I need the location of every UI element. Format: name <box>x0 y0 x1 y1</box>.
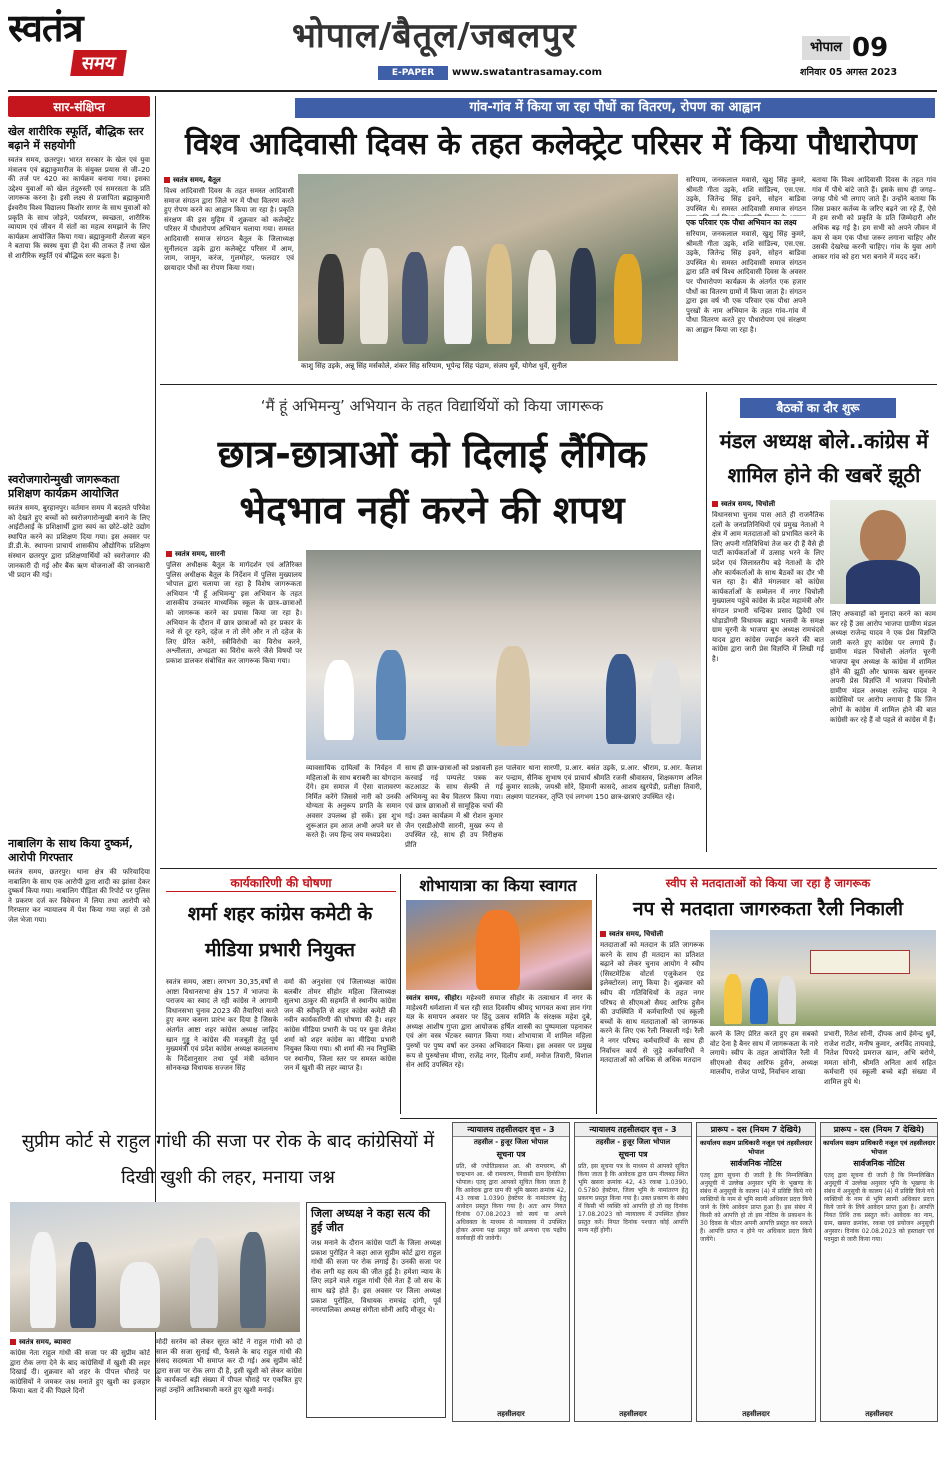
logo <box>8 6 158 88</box>
pc-col-2 <box>830 610 936 852</box>
logo-top-text: स्वतंत्र <box>8 6 83 50</box>
person-figure <box>606 654 636 744</box>
shobha-headline: शोभायात्रा का किया स्वागत <box>419 876 577 895</box>
notice-text: एतद् द्वारा सूचना दी जाती है कि निम्नलिखित अनुसूची में उल्लेख अनुसार भूमि के भूखण्ड के संबंध में अनुसूची के कालम (4) में प्रविष्टि किये गये व्यक्तियों के नाम से भूमि स्वामी अधिकार प्रदत्त किये जाने के लिये आवेदन प्राप्त हुआ है। इस संबंध में किसी को आपत्ति हो तो इस नोटिस के प्रकाशन के 30 दिवस के भीतर अपनी आपत्ति प्रस्तुत कर सकते हैं। आपत्ति प्राप्त न होने पर अधिकार प्रदत्त किये जायेंगे। <box>700 1172 812 1243</box>
lead-col-1-text: विश्व आदिवासी दिवस के तहत समस्त आदिवासी समाज संगठन द्वारा जिले भर में पौधा वितरण करते हुए रोपण करने का आह्वान किया जा रहा है। प्रकृति संरक्षण की इस मुहिम में शुक्रवार को कलेक्ट्रेट परिसर में पौधारोपण अभियान चलाया गया। समस्त आदिवासी समाज संगठन बैतूल के जिलाध्यक्ष सुनीलदत्त उइके द्वारा कलेक्ट्रेट परिसर में आम, जाम, जामुन, करंज, गुलमोहर, फलदार एवं छायादार पौधों का रोपण किया गया। <box>164 187 294 272</box>
top-banner: गांव-गांव में किया जा रहा पौधों का वितरण, रोपण का आह्वान <box>295 98 935 118</box>
notice-3 <box>696 1122 816 1422</box>
person-figure <box>360 248 388 344</box>
notice-footer: तहसीलदार <box>619 1410 647 1418</box>
edition-title: भोपाल/बैतूल/जबलपुर <box>292 16 577 56</box>
byline-marker <box>712 501 718 507</box>
sidebar-item-2 <box>8 473 150 829</box>
sc-col-2-text: मोदी सरनेम को लेकर सूरत कोर्ट ने राहुल गांधी को दो साल की सजा सुनाई थी, फैसले के बाद राहुल गांधी की संसद सदस्यता भी समाप्त कर दी गई। अब सुप्रीम कोर्ट द्वारा सजा पर रोक लगा दी है, इसी खुशी को लेकर कांग्रेस के कार्यकर्ता बड़ी संख्या में पीपल चौराहे पर एकत्रित हुए जहां उन्होंने आतिशबाजी करते हुए खुशी मनाई। <box>156 1338 302 1394</box>
notice-4 <box>820 1122 938 1422</box>
sidebar-item-title: स्वरोजगारोन्मुखी जागरूकता प्रशिक्षण कार्यक्रम आयोजित <box>8 473 120 500</box>
person-figure <box>444 246 472 344</box>
shobha-body-text: महेश्वरी समाज सीहोर के तत्वाधान में नगर के माहेश्वरी धर्मशाला में चल रही सात दिवसीय श्रीमद् भागवत कथा ज्ञान गंगा यज्ञ के समापन अवसर पर हिंदू उत्सव समिति के संरक्षक महेश दुबे, अध्यक्ष आशीष गुप्ता द्वारा आयोजक हर्षित शास्त्री का पुष्पमाला पहनाकर एवं अंग वस्त्र भेंटकर स्वागत किया गया। शोभायात्रा में शामिल महिला पुरुषों पर पुष्प वर्षा कर उनका अभिवादन किया। इस अवसर पर प्रमुख रूप से पुरुषोत्तम मीणा, राजेंद्र नगर, दिलीप शर्मा, मनोज तिवारी, विशाल सेन आदि उपस्थित रहे। <box>406 994 592 1070</box>
shobha-body <box>406 994 592 1116</box>
notice-head: सूचना पत्र <box>618 1150 648 1159</box>
epaper-label: E-PAPER <box>378 66 448 80</box>
byline-text: स्वतंत्र समय, बैतूल <box>173 176 221 184</box>
person-figure <box>324 660 354 740</box>
sweep-col-2-text: करने के लिए प्रेरित करते हुए हम सबको वोट देना है बैनर साथ में जागरूकता के नारे लगाये। स्वीप के तहत आयोजित रैली में सीएमओ सैयद आरिफ हुसैन, अध्यक्ष मालवीय, राजेश पाण्डे, निर्वाचन शाखा <box>710 1030 818 1077</box>
person-figure <box>376 650 406 740</box>
notice-2 <box>574 1122 692 1422</box>
sweep-col-2 <box>710 1030 818 1116</box>
byline-marker <box>10 1339 16 1345</box>
logo-bottom-text: समय <box>70 50 127 76</box>
byline-text: स्वतंत्र समय, ब्यावरा <box>19 1338 71 1346</box>
city-label: भोपाल <box>802 36 850 60</box>
notice-subtitle: कार्यालय सक्षम प्राधिकारी नजूल एवं तहसीलदार भोपाल <box>699 1139 813 1156</box>
karya-kicker: कार्यकारिणी की घोषणा <box>166 874 396 892</box>
notice-1 <box>452 1122 570 1422</box>
lead-rule <box>160 384 937 385</box>
byline-text: स्वतंत्र समय, चिचोली <box>721 500 776 508</box>
lead-col-2-text: सरियाम, जनकलाल मवासे, खुशु सिंह कुमरे, श्रीमती गीता उइके, शशि सांडिल्य, एस.एस. उइके, जितेन्द्र सिंह इवने, सोहन बाडिवा उपस्थित थे। समस्त आदिवासी समाज संगठन <box>686 176 806 213</box>
notice-head: सार्वजनिक नोटिस <box>730 1159 782 1168</box>
notice-text: एतद् द्वारा सूचना दी जाती है कि निम्नलिखित अनुसूची में उल्लेख अनुसार भूमि के भूखण्ड के संबंध में अनुसूची के कालम (4) में प्रविष्टि किये गये व्यक्तियों के नाम से भूमि स्वामी अधिकार प्रदत्त किये जाने के लिये आवेदन प्राप्त हुआ है। आपत्ति नियत तिथि तक प्रस्तुत करें। आवेदक का नाम, ग्राम, खसरा क्रमांक, रकबा एवं प्रयोजन अनुसूची अनुसार। दिनांक 02.08.2023 को हस्ताक्षर एवं पदमुद्रा से जारी किया गया। <box>824 1172 934 1243</box>
karya-col-1-text: स्वतंत्र समय, अष्टा। लगभग 30,35,वर्षों से आष्टा विधानसभा क्षेत्र 157 में भाजपा के पराजय का स्वाद ले रही कांग्रेस ने आगामी विधानसभा चुनाव 2023 की तैयारियां करते हुए कमर कसना प्रारंभ कर दिया है जिसके अंतर्गत आष्टा शहर कांग्रेस अध्यक्ष जाहिद खान गुड्डू ने कांग्रेस की मजबूती हेतु पूर्व मुख्यमंत्री एवं प्रदेश कांग्रेस अध्यक्ष कमलनाथ के निर्देशानुसार तथा पूर्व मंत्री वर्तमान सोनकच्छ विधायक सज्जन सिंह <box>166 978 278 1073</box>
sidebar-item-body: स्वतंत्र समय, बुरहानपुर। वर्तमान समय में बदलते परिवेश को देखते हुए बच्चों को स्वरोजगारोन्मुखी बनाने के लिए आईटीआई के प्रशिक्षार्थी द्वारा स्वयं का छोटे–छोटे उद्योग स्थापित करने का प्रशिक्षण दिया गया। इस अवसर पर डी.डी.के. स्थापना प्राचार्य शासकीय औद्योगिक प्रशिक्षण संस्थान छतरपुर द्वारा प्रशिक्षणार्थियों को स्वरोजगार की जानकारी दी गई और बैंक ऋण योजनाओं की जानकारी भी प्रदान की गई। <box>8 504 150 580</box>
notice-head: सूचना पत्र <box>496 1150 526 1159</box>
sweep-byline <box>600 930 704 939</box>
person-figure <box>750 978 768 1024</box>
pc-col-1 <box>712 500 824 852</box>
student-col-4 <box>506 764 702 864</box>
sweep-col-1 <box>600 930 704 1114</box>
lead-col-2 <box>686 176 806 374</box>
sc-photo <box>10 1202 300 1332</box>
student-headline: छात्र-छात्राओं को दिलाई लैंगिक भेदभाव नहीं करने की शपथ <box>217 432 647 532</box>
person-figure <box>614 254 642 344</box>
lead-col-3-text: बताया कि विश्व आदिवासी दिवस के तहत गांव गांव में पौधे बांटे जाते हैं। इसके साथ ही जगह–जगह पौधे भी लगाए जाते हैं। उन्होंने बताया कि जिस प्रकार कर्तव्य के जरिए बढ़ने जा रहे हैं, ऐसे में हम सभी को प्रकृति के प्रति जिम्मेदारी और अधिक बढ़ गई है। हम सभी को अपने जीवन में कम से कम एक पौधा जरूर लगाना चाहिए और उसकी देखरेख करनी चाहिए। गांव के युवा आगे आकर गांव को हरा भरा बनाने में मदद करें। <box>812 176 936 261</box>
byline-marker <box>166 551 172 557</box>
person-figure <box>70 1242 96 1328</box>
website-link[interactable]: www.swatantrasamay.com <box>452 67 603 78</box>
notice-head: सार्वजनिक नोटिस <box>853 1159 905 1168</box>
karya-headline: शर्मा शहर कांग्रेस कमेटी के मीडिया प्रभारी नियुक्त <box>187 903 373 961</box>
mugshot-photo <box>830 500 936 604</box>
shirt-shape <box>846 560 920 604</box>
issue-date: शनिवार 05 अगस्त 2023 <box>800 67 898 78</box>
notice-text: प्रति, श्री ज्योतिप्रकाश आ. श्री रामचरण, श्री चन्द्रभान आ. श्री रामचरण, निवासी ग्राम हिनोतिया भोपाल। एतद् द्वारा आपको सूचित किया जाता है कि आवेदक द्वारा ग्राम की भूमि खसरा क्रमांक 42, 43 रकबा 1.0390 हेक्टेयर के नामांतरण हेतु आवेदन प्रस्तुत किया गया है। अतः आप नियत दिनांक 07.08.2023 को स्वयं या अपने अधिवक्ता के माध्यम से न्यायालय में उपस्थित होकर अपना पक्ष प्रस्तुत करें अन्यथा एक पक्षीय कार्यवाही की जावेगी। <box>456 1163 566 1242</box>
student-col-2 <box>306 764 401 864</box>
person-figure <box>318 254 344 344</box>
sidebar-item-3 <box>8 837 150 1167</box>
lower-rule <box>400 1118 937 1119</box>
student-col-1-text: पुलिस अधीक्षक बैतूल के मार्गदर्शन एवं अतिरिक्त पुलिस अधीक्षक बैतूल के निर्देशन में पुलिस मुख्यालय भोपाल द्वारा चलाया जा रहा है विशेष जागरूकता अभियान 'मैं हूँ अभिमन्यु' इस अभियान के तहत शासकीय उच्चतर माध्यमिक स्कूल के छात्र–छात्राओं को जागरूक करने का प्रयास किया जा रहा है। अभियान के दौरान में छात्र छात्राओं को हर प्रकार के नशे से दूर रहने, दहेज न तो लेंगे और न तो दहेज के लिए प्रेरित करेंगे, स्त्रीविरोधी का विरोध करने, अश्लीलता, अभद्रता का विरोध करने जैसे विषयों पर प्रकाश डालकर संबोधित कर जागरूक किया गया। <box>166 561 302 665</box>
sweep-kicker: स्वीप से मतदाताओं को किया जा रहा है जागरूक <box>665 876 871 890</box>
byline-text: स्वतंत्र समय, सारनी <box>175 550 226 558</box>
sweep-col-3-text: प्रभारी, रितेश सोनी, दीपक आर्य हेमेन्द्र धुर्वे, राजेश राठौर, मनीष कुमार, अरविंद तायवाड़े, नितेश पिपरदे प्रमराज खान, अभि बरोणे, ममता सोनी, श्रीमति अनिता आर्य सहित कर्मचारी एवं स्कूली बच्चे बड़ी संख्या में शामिल हुये थे। <box>824 1030 936 1086</box>
sc-byline <box>10 1338 150 1347</box>
lead-photo <box>298 174 678 372</box>
pc-headline: मंडल अध्यक्ष बोले..कांग्रेस में शामिल होने की खबरें झूठी <box>719 429 929 487</box>
notice-subtitle: तहसील - हुजूर जिला भोपाल <box>595 1138 671 1146</box>
person-figure <box>476 910 520 990</box>
sweep-photo <box>710 930 936 1026</box>
sc-col-1 <box>10 1338 150 1418</box>
student-col-1 <box>166 550 302 850</box>
person-figure <box>190 1238 218 1328</box>
student-byline <box>166 550 302 559</box>
notice-footer: तहसीलदार <box>742 1410 770 1418</box>
sidebar-item-1 <box>8 125 150 465</box>
person-figure <box>402 252 428 344</box>
sidebar-heading: सार-संक्षिप्त <box>8 96 150 117</box>
byline-text: स्वतंत्र समय, चिचोली <box>609 930 664 938</box>
shobha-byline: स्वतंत्र समय, सीहोर। <box>406 994 463 1002</box>
masthead-rule <box>8 90 937 92</box>
notice-subtitle: तहसील - हुजूर जिला भोपाल <box>473 1138 549 1146</box>
lead-headline: विश्व आदिवासी दिवस के तहत कलेक्ट्रेट परिसर में किया पौधारोपण <box>185 127 917 162</box>
notice-title: प्रारूप - दस (नियम 7 देखिये) <box>821 1123 937 1137</box>
byline-marker <box>600 931 606 937</box>
sc-col-1-text: कांग्रेस नेता राहुल गांधी की सजा पर की सुप्रीम कोर्ट द्वारा रोक लगा देने के बाद कांग्रेसियों में खुशी की लहर दिखाई दी। शुक्रवार को शहर के पीपल चौराहे पर कांग्रेसियों ने जमकर जश्न मनाते हुए खुशी का इजहार किया। बता दें की पिछले दिनों <box>10 1349 150 1396</box>
sidebar-item-body: स्वतंत्र समय, छतरपुर। भारत सरकार के खेल एवं युवा मंत्रालय एवं ब्रह्माकुमारीज के संयुक्त प्रयास से जी–20 की तर्ज पर 420 का कार्यक्रम बनाया गया। इसका उद्देश्य युवाओं को खेल तंदुरुस्ती एवं समरसता के प्रति जागरूक करना है। इसी लक्ष्य से प्रजापिता ब्रह्माकुमारी ईश्वरीय विश्व विद्यालय किशोर सागर के साथ युवाओं को प्रकृति के साथ जोड़ने, पर्यावरण, स्वच्छता, शारीरिक व्यायाम एवं जीवन में संतों का महत्व समझाने के लिए कार्यक्रम आयोजित किया गया। ब्रह्माकुमारी शैलजा बहन ने बताया कि स्वस्थ युवा ही देश की ताकत हैं तथा खेल से शारीरिक स्फूर्ति एवं बौद्धिक स्तर बढ़ता है। <box>8 156 150 260</box>
person-figure <box>240 1232 266 1328</box>
student-col-3 <box>405 764 503 864</box>
sidebar-item-body: स्वतंत्र समय, छतरपुर। थाना क्षेत्र की फरियादिया नाबालिग के साथ एक आरोपी द्वारा शादी का झांसा देकर दुष्कर्म किया गया। नाबालिग पीड़िता की रिपोर्ट पर पुलिस ने प्रकरण दर्ज कर विवेचना में लिया तथा आरोपी को गिरफ्तार कर न्यायालय में पेश किया गया जहां से उसे जेल भेजा गया। <box>8 868 150 924</box>
sc-col-2 <box>156 1338 302 1418</box>
sc-box-headline: जिला अध्यक्ष ने कहा सत्य की हुई जीत <box>311 1207 430 1234</box>
person-figure <box>486 244 512 344</box>
face-shape <box>860 510 906 564</box>
lead-col-1 <box>164 176 294 376</box>
pc-col-2-text: लिए अफवाहों को मुनादा करने का काम कर रहे हैं उस आरोप भाजपा ग्रामीण मंडल अध्यक्ष राजेन्द्र यादव ने एक प्रेस विज्ञप्ति जारी करते हुए कांग्रेस पर लगाये हैं। ग्रामीण मंडल चिचोली अंतर्गत चूरनी भाजपा बूथ अध्यक्ष के कांग्रेस में शामिल होने की झूठी और भ्रामक खबर सुनकर अपनी प्रेस विज्ञप्ति में भाजपा चिचोली ग्रामीण मंडल अध्यक्ष राजेन्द्र यादव ने कांग्रेसियों पर आरोप लगाया है कि जिन लोगों के कांग्रेस में शामिल होने की बात कांग्रेसी कर रहे हैं वो पहले से कांग्रेस में हैं। <box>830 610 936 724</box>
person-figure <box>528 250 556 344</box>
notice-subtitle: कार्यालय सक्षम प्राधिकारी नजूल एवं तहसीलदार भोपाल <box>822 1139 936 1156</box>
person-figure <box>30 1232 56 1328</box>
notice-footer: तहसीलदार <box>497 1410 525 1418</box>
page-number: 09 <box>852 33 889 63</box>
pc-divider <box>706 392 707 852</box>
karya-col-2-text: वर्मा की अनुशंसा एवं जिलाध्यक्ष कांग्रेस बलबीर तोमर सीहोर महिला जिलाध्यक्ष सुलभा ठाकुर की सहमति से स्थानीय कांग्रेस जन की स्वीकृति से शहर कांग्रेस कमेटी की नवीन कार्यकारिणी की घोषणा की है। शहर कांग्रेस मीडिया प्रभारी के पद पर युवा शैलेश शर्मा को शहर कांग्रेस का मीडिया प्रभारी नियुक्त किया गया। श्री शर्मा की नव नियुक्ति पर स्थानीय, जिला स्तर पर समस्त कांग्रेस जन में खुशी की लहर व्याप्त है। <box>284 978 396 1073</box>
lead-col-2-text-cont: सरियाम, जनकलाल मवासे, खुशु सिंह कुमरे, श्रीमती गीता उइके, शशि सांडिल्य, एस.एस. उइके, जितेन्द्र सिंह इवने, सोहन बाडिवा उपस्थित थे। समस्त आदिवासी समाज संगठन द्वारा प्रति वर्ष विश्व आदिवासी दिवस के अवसर पर पौधारोपण कार्यक्रम के अंतर्गत एक हजार पौधों का वितरण ग्रामों में किया जाता है। संगठन द्वारा इस वर्ष भी एक परिवार एक पौधा अपने पुरखों के नाम अभियान के तहत गांव–गांव में पौधा वितरण करते हुए पौधारोपण एवं संरक्षण का आह्वान किया जा रहा है। <box>686 230 806 334</box>
sc-sidebox <box>306 1202 446 1418</box>
person-figure <box>651 660 681 744</box>
lead-subhead: एक परिवार एक पौधा अभियान का लक्ष्य <box>686 218 797 227</box>
notice-title: न्यायालय तहसीलदार वृत्त - 3 <box>575 1123 691 1137</box>
sc-box-text: जश्न मनाने के दौरान कांग्रेस पार्टी के जिला अध्यक्ष प्रकाश पुरोहित ने कहा आज सुप्रीम कोर्ट द्वारा राहुल गांधी की सजा पर रोक लगाई है। उनकी सजा पर रोक लगी यह सत्य की जीत हुई है। हमेशा न्याय के लिए लड़ने वाले राहुल गांधी ऐसे नेता हैं जो सच के साथ खड़े होते हैं। इस अवसर पर जिला अध्यक्ष प्रकाश पुरोहित, विधायक रामचंद्र दांगी, पूर्व नगरपालिका अध्यक्ष संगीता सोनी आदि मौजूद थे। <box>311 1239 441 1315</box>
shobha-divider <box>596 874 597 1114</box>
student-photo <box>306 550 701 760</box>
pc-col-1-text: विधानसभा चुनाव पास आते ही राजनैतिक दलों के जनप्रतिनिधियों एवं प्रमुख नेताओं ने क्षेत्र में आम मतदाताओं को प्रभावित करने के लिए अपनी गतिविधियां तेज कर दी हैं वैसे ही पार्टी कार्यकर्ताओं में उत्साह भरने के लिए प्रदेश एवं जिलास्तरीय बड़े नेताओं के दौरे और कार्यकर्ताओं के साथ बैठकों का दौर भी चल रहा है। बीते मंगलवार को कांग्रेस कार्यकर्ताओं के सम्मेलन में नगर चिचोली मुख्यालय पहुंचे कांग्रेस के प्रदेश महामंत्री और संगठन प्रभारी चन्द्रिका प्रसाद द्विवेदी एवं घोड़ाडोंगरी विधायक ब्रह्मा भलावी के समक्ष ग्राम चूरनी के भाजपा बूथ अध्यक्ष रामचंदसे यादव द्वारा कांग्रेस ज्वाईन करने की बात कांग्रेस द्वारा जारी प्रेस विज्ञप्ति में लिखी गई है। <box>712 511 824 663</box>
lead-col-3 <box>812 176 936 374</box>
pc-byline <box>712 500 824 509</box>
byline-marker <box>164 177 170 183</box>
sweep-col-1-text: मतदाताओं को मतदान के प्रति जागरूक करने के साथ ही मतदान का प्रतिशत बढ़ाने को लेकर चुनाव आयोग ने स्वीप (सिस्टमेटिक वोटर्स एजुकेशन एंड इलेक्टोरल) लागू किया है। शुक्रवार को स्वीप की गतिविधियों के तहत नगर परिषद से सीएमओ सैयद आरिफ हुसैन की उपस्थिति में कर्मचारियों एवं स्कूली बच्चों के साथ मतदाताओं को जागरूक करने के लिए एक रैली निकाली गई। रैली ने नगर परिषद कर्मचारियों के साथ ही निर्वाचन कार्य से जुड़े कर्मचारियों ने मतदाताओं को अधिक से अधिक मतदान <box>600 941 704 1065</box>
sweep-headline: नप से मतदाता जागरुकता रैली निकाली <box>633 898 903 920</box>
person-figure <box>120 1262 160 1328</box>
sweep-col-3 <box>824 1030 936 1116</box>
sidebar-item-title: खेल शारीरिक स्फूर्ति, बौद्धिक स्तर बढ़ाने में सहयोगी <box>8 125 144 152</box>
karya-divider <box>400 874 401 1114</box>
person-figure <box>778 976 796 1024</box>
notice-footer: तहसीलदार <box>865 1410 893 1418</box>
student-kicker: ‘मैं हूं अभिमन्यु’ अभियान के तहत विद्यार्थियों को किया जागरूक <box>260 397 604 415</box>
notice-title: प्रारूप - दस (नियम 7 देखिये) <box>697 1123 815 1137</box>
shobha-photo <box>406 900 592 990</box>
lead-byline <box>164 176 294 185</box>
sc-headline: सुप्रीम कोर्ट से राहुल गांधी की सजा पर रोक के बाद कांग्रेसियों में दिखी खुशी की लहर, मनाया जश्न <box>21 1131 435 1188</box>
mid-rule <box>160 868 937 869</box>
person-figure <box>570 248 596 344</box>
person-figure <box>496 646 530 746</box>
student-col-4-text: पालेवार थाना सारणी, प्र.आर. बसंत उइके, प्र.आर. श्रीराम, प्र.आर. कैलाश पन्द्राम, सैनिक सुभाष एवं प्राचार्य श्रीमति रजनी श्रीवास्तव, शिक्षकगण अनिल कुमार सातके, जयश्री सोरे, हिमानी कासदे, आशय खुरपेडी, प्रतीक्षा तिवारी, लक्ष्मण पाटनकर, तृप्ति एवं लगभग 150 छात्र-छात्राएं उपस्थित रहे। <box>506 764 702 801</box>
shobha-text <box>406 994 592 1071</box>
notice-text: प्रति, इस सूचना पत्र के माध्यम से आपको सूचित किया जाता है कि आवेदक द्वारा ग्राम नीलबड़ स्थित भूमि खसरा क्रमांक 42, 43 रकबा 1.0390, 0.5780 हेक्टेयर, जिला भूमि के नामांतरण हेतु प्रकरण प्रस्तुत किया गया है। उक्त प्रकरण के संबंध में किसी भी व्यक्ति को आपत्ति हो तो वह दिनांक 17.08.2023 को न्यायालय में उपस्थित होकर प्रस्तुत करें। नियत दिनांक पश्चात कोई आपत्ति मान्य नहीं होगी। <box>578 1163 688 1234</box>
pc-kicker: बैठकों का दौर शुरू <box>740 398 896 418</box>
sidebar-item-title: नाबालिग के साथ किया दुष्कर्म, आरोपी गिरफ्तार <box>8 837 133 864</box>
notice-title: न्यायालय तहसीलदार वृत्त - 3 <box>453 1123 569 1137</box>
student-col-3-text: साथ ही छात्र-छात्राओं को प्रश्नावली हल करवाई गई पम्पलेट पत्रक कर कटआउट के साथ सेल्फी ले गई अभिमन्यु का बैच वितरण किया गया। एवं छात्र छात्राओं से सामूहिक चर्चा की गई। उक्त कार्यक्रम में श्री रोशन कुमार जैन एसडीओपी सारनी, मुख्य रूप से उपस्थित रहे, साथ ही उप निरीक्षक प्रीति <box>405 764 503 849</box>
lead-photo-caption: काशु सिंह उइके, अन्नू सिंह मर्सकोले, शंकर सिंह सरियाम, भूपेन्द्र सिंह पंद्राम, संजय धुर्वे, योगेश धुर्वे, सुनील <box>298 361 678 372</box>
student-col-2-text: व्यावसायिक दायित्वों के निर्वहन में महिलाओं के साथ बराबरी का योगदान देंगे। हम समाज में ऐसा वातावरण निर्मित करेंगे जिससे नारी को उनकी योग्यता के अनुरूप प्रगति के समान अवसर उपलब्ध हो सकें। इस शुभ शुरूआत हम आज अभी अपने घर से करते हैं। जय हिन्द जय मध्यप्रदेश। <box>306 764 401 840</box>
rally-banner-shape <box>810 950 910 974</box>
person-figure <box>724 974 742 1024</box>
